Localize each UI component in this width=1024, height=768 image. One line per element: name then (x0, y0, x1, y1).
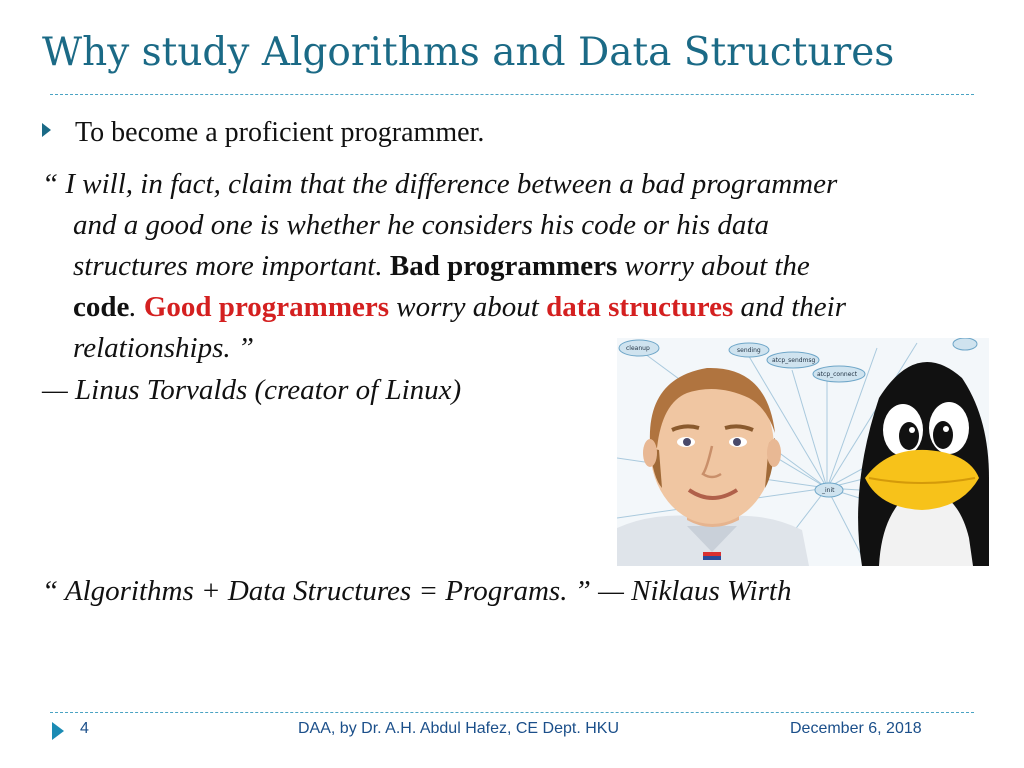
good-programmers-emphasis: Good programmers (143, 291, 390, 323)
slide-title: Why study Algorithms and Data Structures (42, 30, 895, 75)
graph-label: atcp_connect (817, 371, 858, 378)
quote-line-3 (42, 246, 992, 287)
footer-date: December 6, 2018 (790, 720, 922, 737)
code-emphasis: code (73, 291, 130, 323)
quote-line-4 (42, 287, 992, 328)
quote-text: worry about the (617, 250, 810, 282)
page-number: 4 (80, 720, 89, 737)
quote-line-1: “ I will, in fact, claim that the difference between a bad programmer (42, 168, 838, 200)
graph-label: atcp_sendmsg (772, 357, 816, 364)
bullet-text: To become a proficient programmer. (75, 117, 485, 148)
bullet-item (42, 116, 484, 150)
graph-label: cleanup (626, 345, 650, 352)
footer-divider (50, 712, 974, 713)
quote-text: worry about (389, 291, 547, 323)
quote-line-5: relationships. ” (73, 332, 255, 364)
quote-attribution: — Linus Torvalds (creator of Linux) (42, 374, 462, 406)
bullet-arrow-icon (42, 123, 51, 137)
data-structures-emphasis: data structures (546, 291, 734, 323)
graph-label: _init (822, 487, 835, 494)
footer-course: DAA, by Dr. A.H. Abdul Hafez, CE Dept. HKU (298, 720, 620, 737)
quote-text: . (129, 291, 144, 323)
quote-text: structures more important. (73, 250, 390, 282)
quote-line-2: and a good one is whether he considers his code or his data (73, 209, 769, 241)
title-divider (50, 94, 974, 95)
torvalds-tux-photo (617, 338, 989, 566)
wirth-quote: “ Algorithms + Data Structures = Programs. ” — Niklaus Wirth (42, 575, 792, 607)
footer-arrow-icon (52, 722, 64, 740)
quote-text: and their (733, 291, 847, 323)
graph-label: sending (737, 347, 761, 354)
photo-illustration (617, 338, 989, 566)
bad-programmers-emphasis: Bad programmers (389, 250, 618, 282)
